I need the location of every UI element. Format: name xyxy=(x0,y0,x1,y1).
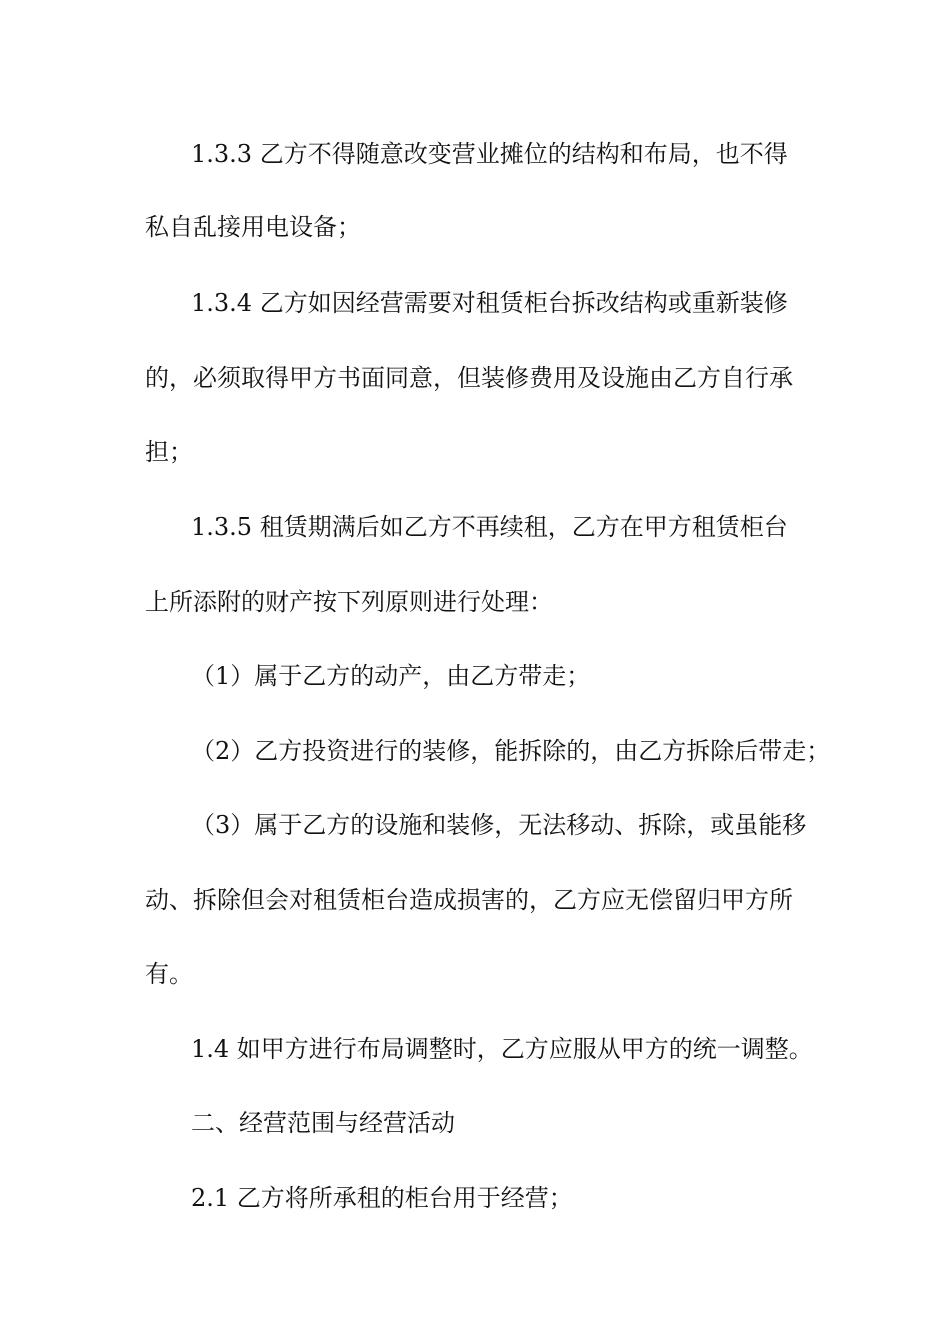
paragraph-1-4: 1.4 如甲方进行布局调整时，乙方应服从甲方的统一调整。 xyxy=(191,1035,813,1063)
list-item-3-line-3: 有。 xyxy=(145,960,193,988)
list-item-3-line-2: 动、拆除但会对租赁柜台造成损害的，乙方应无偿留归甲方所 xyxy=(145,886,793,914)
paragraph-1-3-5-line-2: 上所添附的财产按下列原则进行处理： xyxy=(145,588,553,616)
paragraph-1-3-5-line-1: 1.3.5 租赁期满后如乙方不再续租，乙方在甲方租赁柜台 xyxy=(191,513,788,541)
paragraph-1-3-3-line-2: 私自乱接用电设备； xyxy=(145,213,361,241)
section-heading-2: 二、经营范围与经营活动 xyxy=(191,1109,455,1137)
paragraph-1-3-4-line-3: 担； xyxy=(145,438,193,466)
list-item-3-line-1: （3）属于乙方的设施和装修，无法移动、拆除，或虽能移 xyxy=(191,811,807,839)
paragraph-1-3-4-line-2: 的，必须取得甲方书面同意，但装修费用及设施由乙方自行承 xyxy=(145,364,793,392)
paragraph-2-1: 2.1 乙方将所承租的柜台用于经营； xyxy=(191,1184,573,1212)
list-item-1: （1）属于乙方的动产，由乙方带走； xyxy=(191,662,591,690)
list-item-2: （2）乙方投资进行的装修，能拆除的，由乙方拆除后带走； xyxy=(191,737,831,765)
paragraph-1-3-4-line-1: 1.3.4 乙方如因经营需要对租赁柜台拆改结构或重新装修 xyxy=(191,289,788,317)
paragraph-1-3-3-line-1: 1.3.3 乙方不得随意改变营业摊位的结构和布局，也不得 xyxy=(191,140,788,168)
